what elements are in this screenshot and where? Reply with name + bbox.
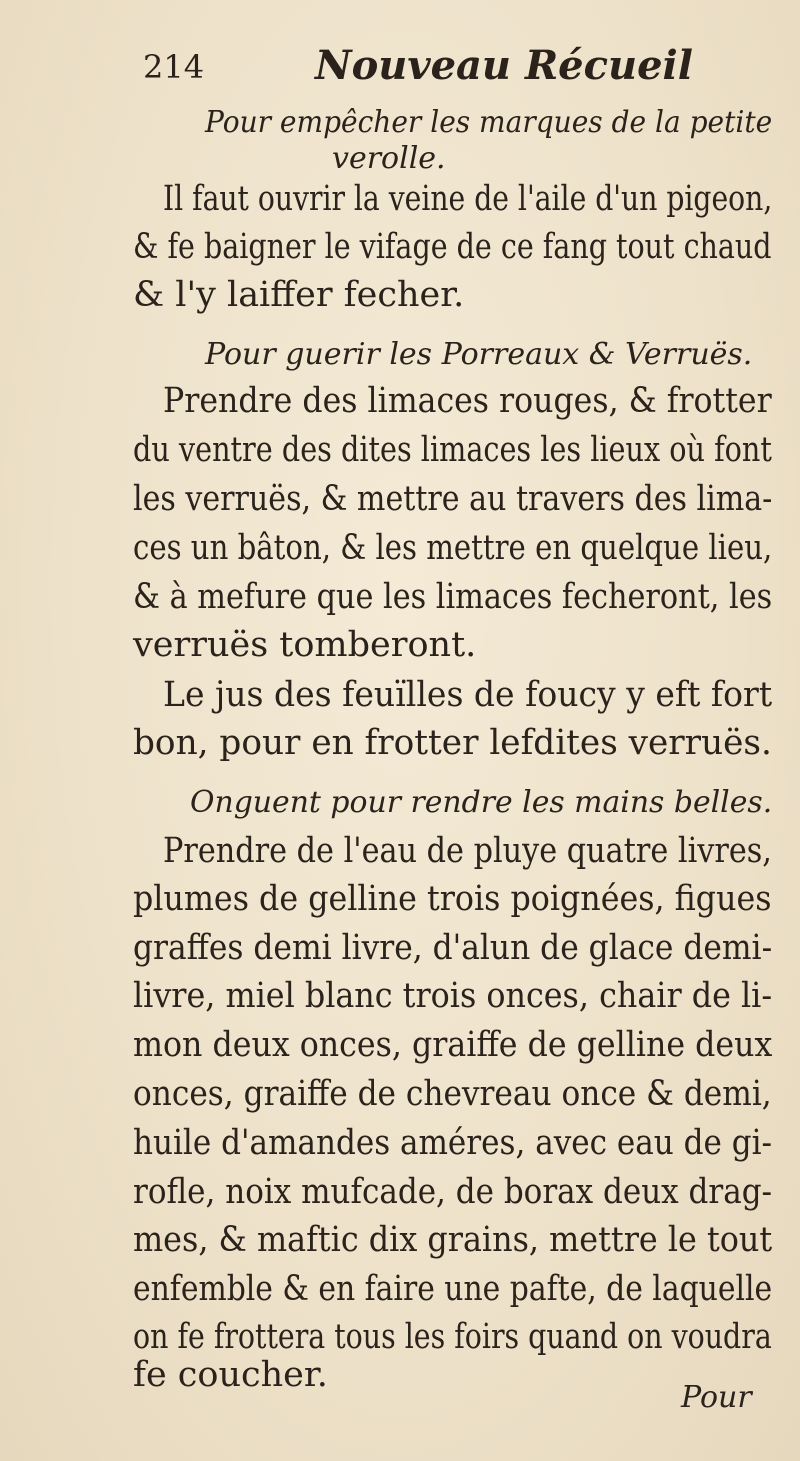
text-line: rofle, noix mufcade, de borax deux drag- (133, 1172, 773, 1212)
page-number: 214 (143, 48, 205, 86)
text-line: enfemble & en faire une pafte, de laquelle (133, 1269, 773, 1309)
text-line: fe coucher. (133, 1355, 328, 1395)
page-header (135, 42, 755, 102)
catchword: Pour (681, 1380, 752, 1415)
text-line: Il faut ouvrir la veine de l'aile d'un pigeon, (163, 179, 773, 219)
section-heading: verolle. (332, 141, 446, 176)
text-line: plumes de gelline trois poignées, figues (133, 879, 772, 919)
text-line: mes, & maftic dix grains, mettre le tout (133, 1220, 773, 1260)
text-line: livre, miel blanc trois onces, chair de li- (133, 976, 773, 1016)
text-line: les verruës, & mettre au travers des lima- (133, 479, 773, 519)
text-line: & à mefure que les limaces fecheront, les (133, 577, 773, 617)
text-line: Le jus des feuïlles de foucy y eft fort (163, 675, 773, 715)
text-line: huile d'amandes améres, avec eau de gi- (133, 1123, 773, 1163)
section-heading: Pour guerir les Porreaux & Verruës. (205, 337, 753, 372)
text-line: onces, graiffe de chevreau once & demi, (133, 1074, 772, 1114)
text-line: & fe baigner le vifage de ce fang tout chaud (133, 227, 772, 267)
text-line: mon deux onces, graiffe de gelline deux (133, 1025, 773, 1065)
text-line: on fe frottera tous les foirs quand on voudra (133, 1317, 772, 1357)
text-line: ces un bâton, & les mettre en quelque lieu, (133, 528, 773, 568)
text-line: du ventre des dites limaces les lieux où font (133, 430, 772, 470)
text-line: & l'y laiffer fecher. (133, 275, 465, 315)
text-line: verruës tomberont. (133, 625, 477, 665)
text-line: graffes demi livre, d'alun de glace demi- (133, 928, 773, 968)
section-heading: Onguent pour rendre les mains belles. (190, 785, 773, 820)
section-heading: Pour empêcher les marques de la petite (205, 105, 773, 140)
running-title: Nouveau Récueil (315, 42, 693, 89)
text-line: Prendre des limaces rouges, & frotter (163, 381, 772, 421)
text-line: Prendre de l'eau de pluye quatre livres, (163, 831, 772, 871)
text-line: bon, pour en frotter lefdites verruës. (133, 723, 772, 763)
